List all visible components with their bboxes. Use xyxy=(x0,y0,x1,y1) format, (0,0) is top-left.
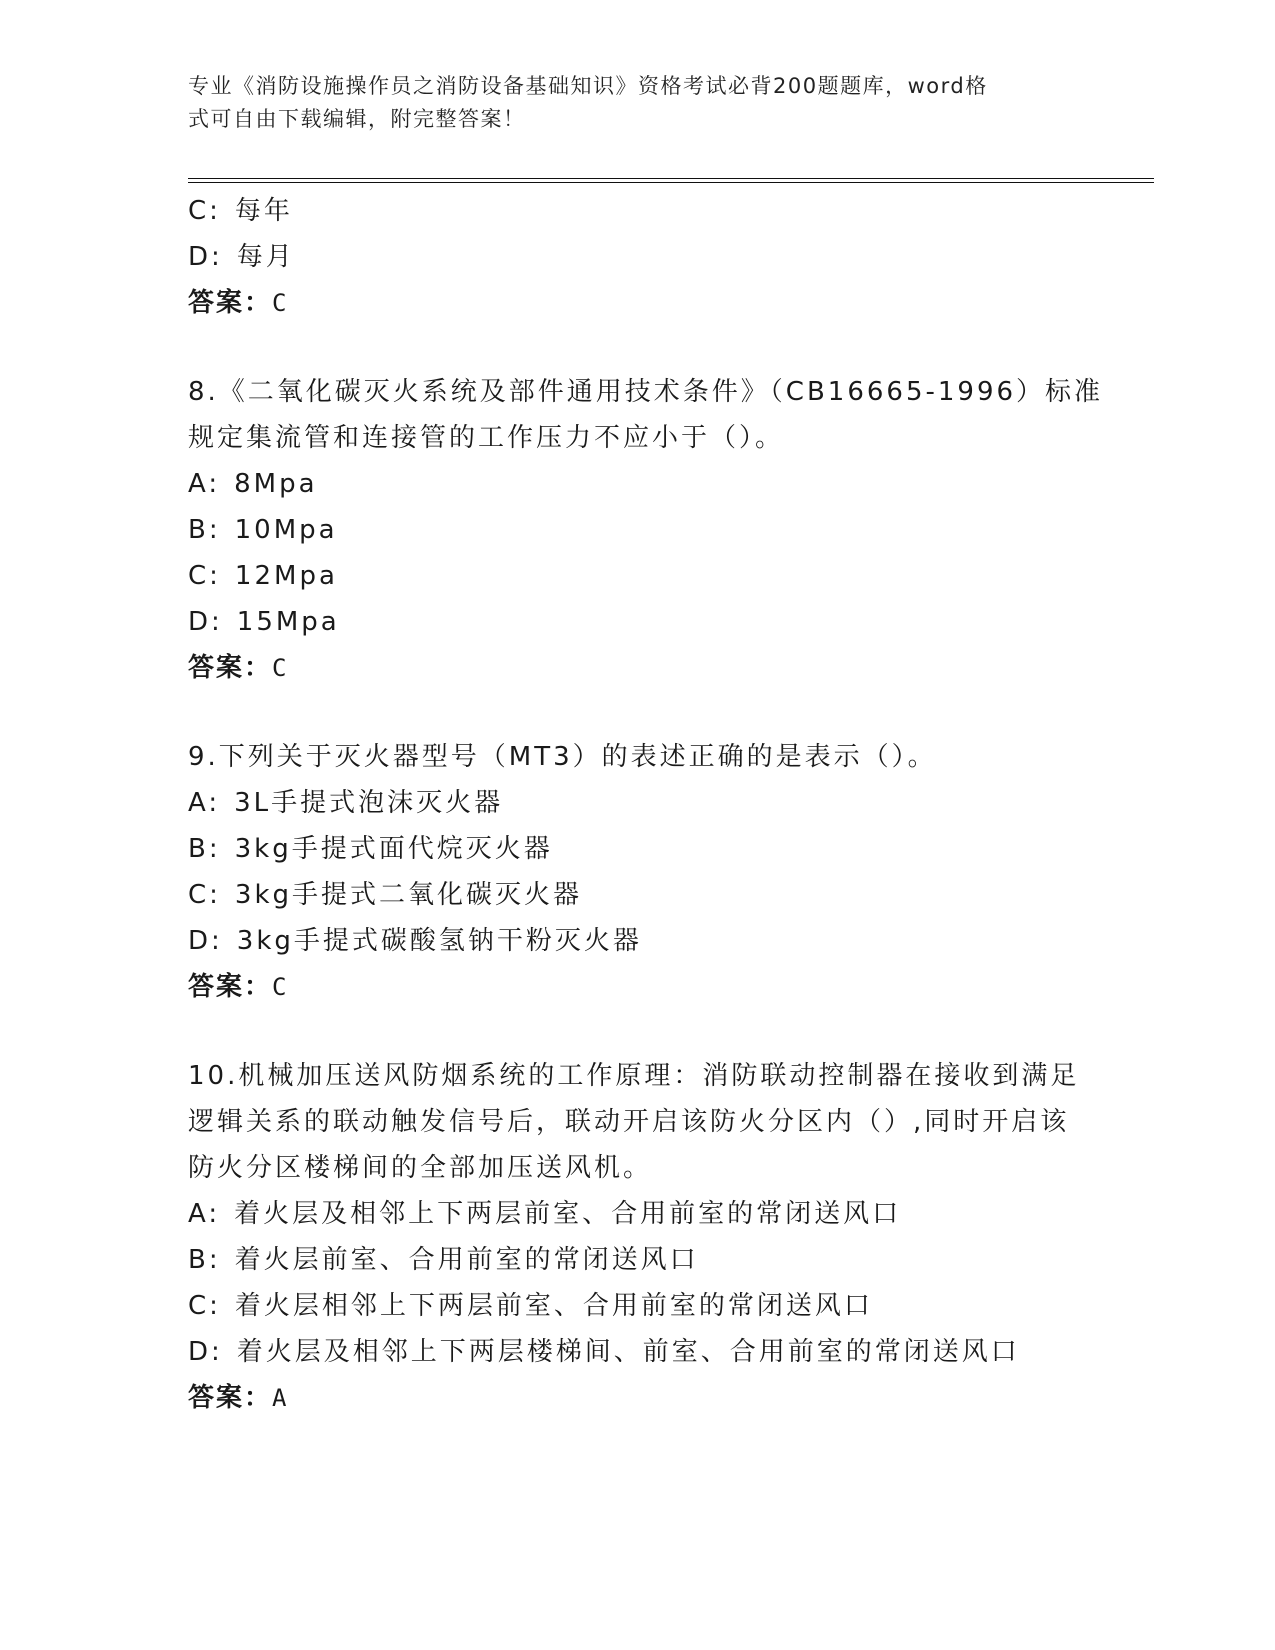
option-text: 3kg手提式二氧化碳灭火器 xyxy=(234,880,583,910)
option-a xyxy=(188,1191,1088,1237)
page-header xyxy=(188,70,1068,136)
option-a xyxy=(188,780,1088,826)
option-text: 8Mpa xyxy=(234,469,318,499)
option-text: 12Mpa xyxy=(234,561,338,591)
option-c xyxy=(188,188,1088,234)
header-divider xyxy=(188,178,1154,183)
option-text: 着火层及相邻上下两层前室、合用前室的常闭送风口 xyxy=(234,1199,902,1229)
question-10 xyxy=(188,1053,1088,1421)
header-line: 专业《消防设施操作员之消防设备基础知识》资格考试必背200题题库，word格 xyxy=(188,74,988,98)
option-text: 每月 xyxy=(236,242,295,272)
option-d xyxy=(188,599,1088,645)
option-text: 3kg手提式碳酸氢钠干粉灭火器 xyxy=(236,926,642,956)
answer-line xyxy=(188,280,1088,326)
answer-line xyxy=(188,964,1088,1010)
option-c xyxy=(188,1283,1088,1329)
question-9 xyxy=(188,734,1088,1010)
option-text: 每年 xyxy=(234,196,293,226)
question-stem: 8.《二氧化碳灭火系统及部件通用技术条件》（CB16665-1996）标准 xyxy=(188,377,1104,407)
option-text: 3L手提式泡沫灭火器 xyxy=(234,788,504,818)
option-text: 着火层及相邻上下两层楼梯间、前室、合用前室的常闭送风口 xyxy=(236,1337,1020,1367)
header-line: 式可自由下载编辑，附完整答案！ xyxy=(188,107,526,131)
option-label: D: xyxy=(188,1337,223,1367)
option-label: D: xyxy=(188,242,223,272)
option-text: 10Mpa xyxy=(234,515,338,545)
option-c xyxy=(188,553,1088,599)
answer-value: C xyxy=(272,973,288,1001)
option-d xyxy=(188,234,1088,280)
question-stem: 10.机械加压送风防烟系统的工作原理：消防联动控制器在接收到满足 xyxy=(188,1061,1080,1091)
answer-label: 答案： xyxy=(188,972,273,1002)
option-label: C: xyxy=(188,880,221,910)
option-label: A: xyxy=(188,1199,221,1229)
option-c xyxy=(188,872,1088,918)
answer-label: 答案： xyxy=(188,1383,273,1413)
option-text: 着火层前室、合用前室的常闭送风口 xyxy=(234,1245,699,1275)
question-stem: 9.下列关于灭火器型号（MT3）的表述正确的是表示（）。 xyxy=(188,742,937,772)
question-fragment xyxy=(188,188,1088,326)
question-stem: 防火分区楼梯间的全部加压送风机。 xyxy=(188,1153,653,1183)
option-text: 3kg手提式面代烷灭火器 xyxy=(234,834,553,864)
option-b xyxy=(188,1237,1088,1283)
document-body xyxy=(188,188,1104,1421)
option-label: C: xyxy=(188,1291,221,1321)
answer-value: C xyxy=(272,654,288,682)
option-label: C: xyxy=(188,196,221,226)
option-label: D: xyxy=(188,926,223,956)
option-text: 15Mpa xyxy=(236,607,340,637)
answer-value: A xyxy=(272,1384,288,1412)
option-label: D: xyxy=(188,607,223,637)
answer-label: 答案： xyxy=(188,653,273,683)
option-a xyxy=(188,461,1088,507)
option-label: B: xyxy=(188,834,221,864)
answer-line xyxy=(188,645,1088,691)
question-stem: 规定集流管和连接管的工作压力不应小于（）。 xyxy=(188,423,785,453)
question-8 xyxy=(188,369,1104,691)
question-stem: 逻辑关系的联动触发信号后，联动开启该防火分区内（）,同时开启该 xyxy=(188,1107,1070,1137)
option-d xyxy=(188,918,1088,964)
answer-line xyxy=(188,1375,1088,1421)
answer-label: 答案： xyxy=(188,288,273,318)
option-label: C: xyxy=(188,561,221,591)
option-label: B: xyxy=(188,1245,221,1275)
option-label: B: xyxy=(188,515,221,545)
option-d xyxy=(188,1329,1088,1375)
option-text: 着火层相邻上下两层前室、合用前室的常闭送风口 xyxy=(234,1291,873,1321)
option-b xyxy=(188,826,1088,872)
answer-value: C xyxy=(272,289,288,317)
option-b xyxy=(188,507,1088,553)
option-label: A: xyxy=(188,469,221,499)
option-label: A: xyxy=(188,788,221,818)
